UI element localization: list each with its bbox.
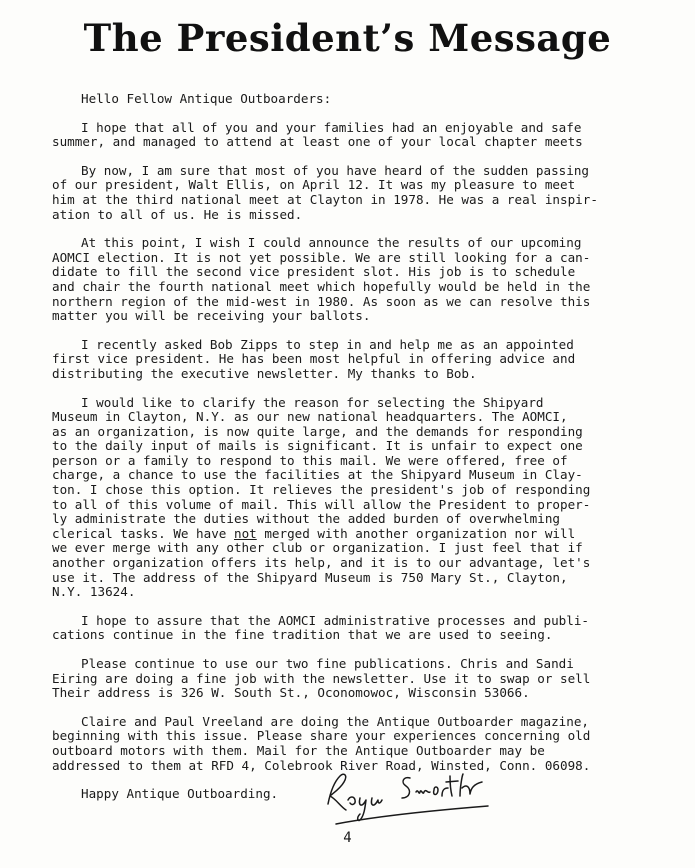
closing: Happy Antique Outboarding. [81, 786, 279, 802]
page-title: The President’s Message [83, 16, 612, 60]
paragraph-shipyard-museum [52, 396, 652, 600]
paragraph-magazine: Claire and Paul Vreeland are doing the Antique Outboarder magazine, beginning with this issue. Please share your experiences concerning old outboard motors with them. Mail for the Antique Outboarder may be addressed to them at RFD 4, Colebrook River Road, Winsted, Conn. 06098. [52, 713, 591, 773]
letter-body [52, 92, 652, 816]
paragraph-summer: I hope that all of you and your families had an enjoyable and safe summer, and managed to attend at least one of your local chapter meets [52, 119, 583, 150]
salutation: Hello Fellow Antique Outboarders: [81, 91, 332, 106]
museum-text-before: I would like to clarify the reason for selecting the Shipyard Museum in Clayton, N.Y. as our new national headquarters. The AOMCI, as an organization, is now quite large, and the demands for responding to the daily input of mails is significant. It is unfair to expect one person or a family to respond to this mail. We were offered, free of charge, a chance to use the facilities at the Shipyard Museum in Clay- ton. I chose this option. It relieves the president's job of responding to all of this volume of mail. This will allow the President to proper- ly administrate the duties without the added burden of overwhelming clerical tasks. We have [52, 394, 591, 541]
underlined-not: not [233, 525, 257, 541]
signature [318, 766, 498, 826]
paragraph-bob-zipps: I recently asked Bob Zipps to step in and help me as an appointed first vice president. He has been most helpful in offering advice and distributing the executive newsletter. My thanks to Bob. [52, 336, 576, 381]
page-number: 4 [343, 830, 352, 846]
museum-text-after: merged with another organization nor will we ever merge with any other club or organization. I just feel that if another organization offers its help, and it is to our advantage, let's use it. The address of the Shipyard Museum is 750 Mary St., Clayton, N.Y. 13624. [52, 525, 591, 600]
paragraph-walt-ellis: By now, I am sure that most of you have heard of the sudden passing of our president, Walt Ellis, on April 12. It was my pleasure to meet him at the third national meet at Clayton in 1978. He was a real inspir- ation to all of us. He is missed. [52, 162, 598, 222]
paragraph-newsletter: Please continue to use our two fine publications. Chris and Sandi Eiring are doing a fine job with the newsletter. Use it to swap or sell Their address is 326 W. South St., Oconomowoc, Wisconsin 53066. [52, 656, 591, 701]
paragraph-administrative: I hope to assure that the AOMCI administrative processes and publi- cations continue in the fine tradition that we are used to seeing. [52, 612, 589, 643]
paragraph-election: At this point, I wish I could announce the results of our upcoming AOMCI election. It is not yet possible. We are still looking for a can- didate to fill the second vice president slot. His job is to schedule and chair the fourth national meet which hopefully would be held in the northern region of the mid-west in 1980. As soon as we can resolve this matter you will be receiving your ballots. [52, 235, 591, 324]
